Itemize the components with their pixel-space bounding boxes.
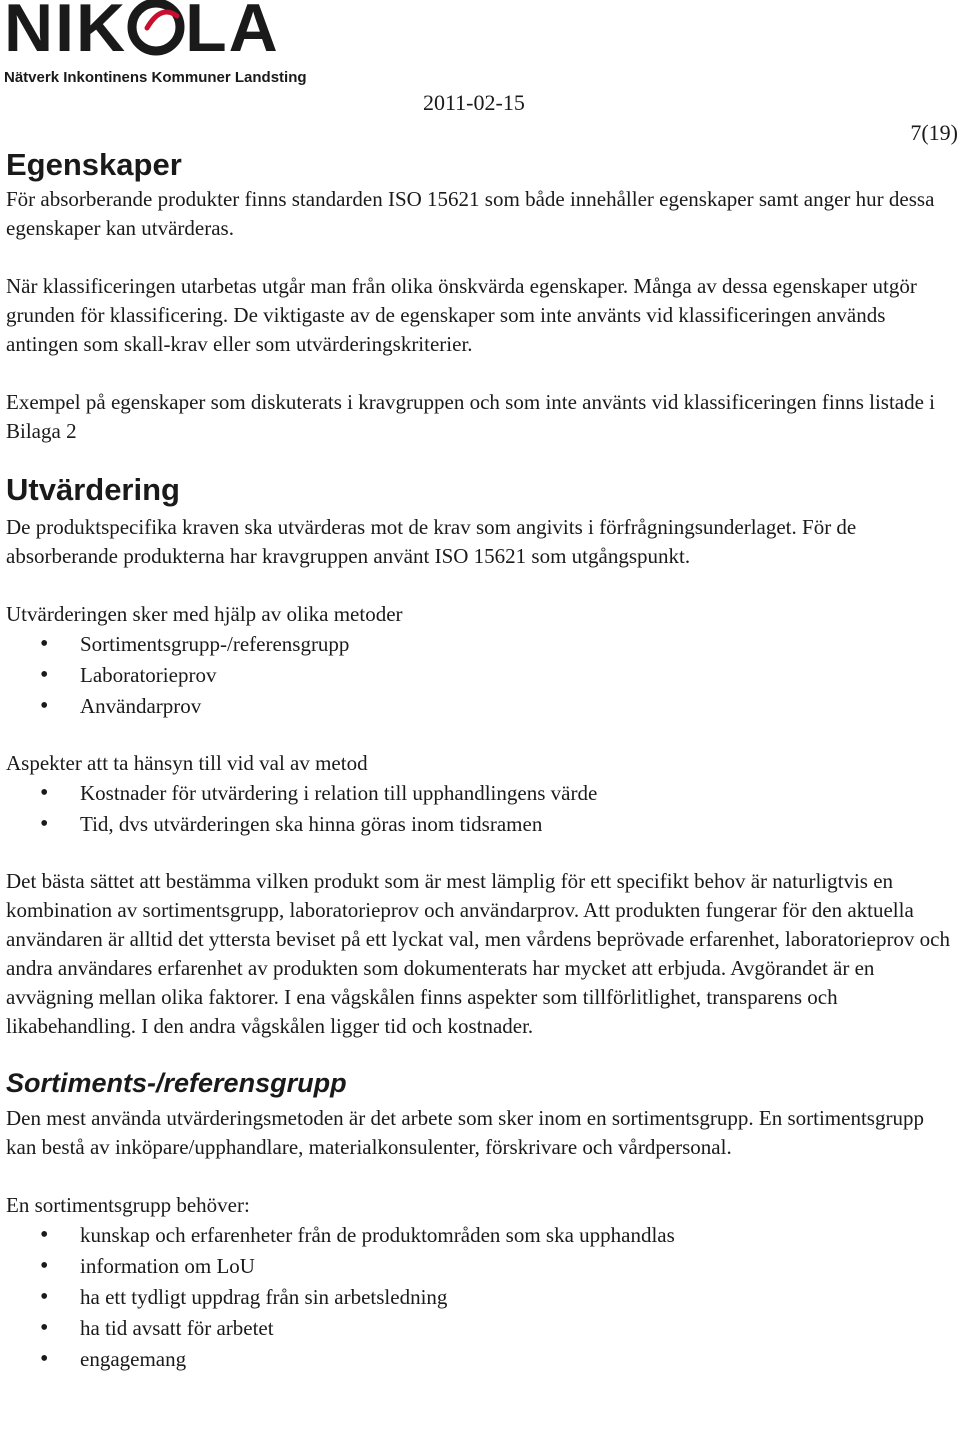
paragraph: Den mest använda utvärderingsmetoden är det arbete som sker inom en sortimentsgrupp. En sortimentsgrupp kan bestå av inköpare/upphandlare, materialkonsulenter, förskrivare och vårdpersonal. (6, 1106, 924, 1159)
list-item: • Användarprov (6, 691, 958, 722)
needs-intro: En sortimentsgrupp behöver: (6, 1193, 250, 1217)
paragraph: De produktspecifika kraven ska utvärderas mot de krav som angivits i förfrågningsunderlaget. För de absorberande produkterna har kravgruppen använt ISO 15621 som utgångspunkt. (6, 515, 857, 568)
page-number: 7(19) (910, 120, 958, 145)
logo-wordmark: NIK LA (4, 0, 280, 66)
list-item: • information om LoU (6, 1251, 958, 1282)
list-item: • Tid, dvs utvärderingen ska hinna göras inom tidsramen (6, 809, 958, 840)
list-item: • Laboratorieprov (6, 660, 958, 691)
document-body (6, 145, 958, 1375)
methods-list (6, 629, 958, 722)
aspects-intro: Aspekter att ta hänsyn till vid val av metod (6, 751, 368, 775)
nikola-logo (4, 0, 334, 96)
aspects-list (6, 778, 958, 840)
list-item: • Kostnader för utvärdering i relation till upphandlingens värde (6, 778, 958, 809)
list-item: • Sortimentsgrupp-/referensgrupp (6, 629, 958, 660)
list-item: • kunskap och erfarenheter från de produktområden som ska upphandlas (6, 1220, 958, 1251)
document-date: 2011-02-15 (423, 90, 525, 115)
paragraph: För absorberande produkter finns standarden ISO 15621 som både innehåller egenskaper samt anger hur dessa egenskaper kan utvärderas. (6, 187, 935, 240)
paragraph: Det bästa sättet att bestämma vilken produkt som är mest lämplig för ett specifikt behov är naturligtvis en kombination av sortimentsgrupp, laboratorieprov och användarprov. Att produkten fungerar för den aktuella användaren är alltid det yttersta beviset på ett lyckat val, men vårdens beprövade erfarenhet, laboratorieprov och andra användares erfarenhet av produkten som dokumenterats har mycket att erbjuda. Avgörandet är en avvägning mellan olika faktorer. I ena vågskålen finns aspekter som tillförlitlighet, transparens och likabehandling. I den andra vågskålen ligger tid och kostnader. (6, 869, 951, 1038)
list-item: • engagemang (6, 1344, 958, 1375)
needs-list (6, 1220, 958, 1375)
heading-sortiment: Sortiments-/referensgrupp (6, 1068, 347, 1098)
list-item: • ha ett tydligt uppdrag från sin arbetsledning (6, 1282, 958, 1313)
list-item: • ha tid avsatt för arbetet (6, 1313, 958, 1344)
methods-intro: Utvärderingen sker med hjälp av olika metoder (6, 602, 403, 626)
paragraph: Exempel på egenskaper som diskuterats i kravgruppen och som inte använts vid klassificeringen finns listade i Bilaga 2 (6, 390, 936, 443)
heading-utvardering: Utvärdering (6, 472, 180, 507)
logo-tagline: Nätverk Inkontinens Kommuner Landsting (4, 69, 307, 86)
paragraph: När klassificeringen utarbetas utgår man från olika önskvärda egenskaper. Många av dessa egenskaper utgör grunden för klassificering. De viktigaste av de egenskaper som inte använts vid klassificeringen används antingen som skall-krav eller som utvärderingskriterier. (6, 274, 917, 356)
heading-egenskaper: Egenskaper (6, 147, 182, 182)
logo-o-mark (127, 0, 185, 56)
